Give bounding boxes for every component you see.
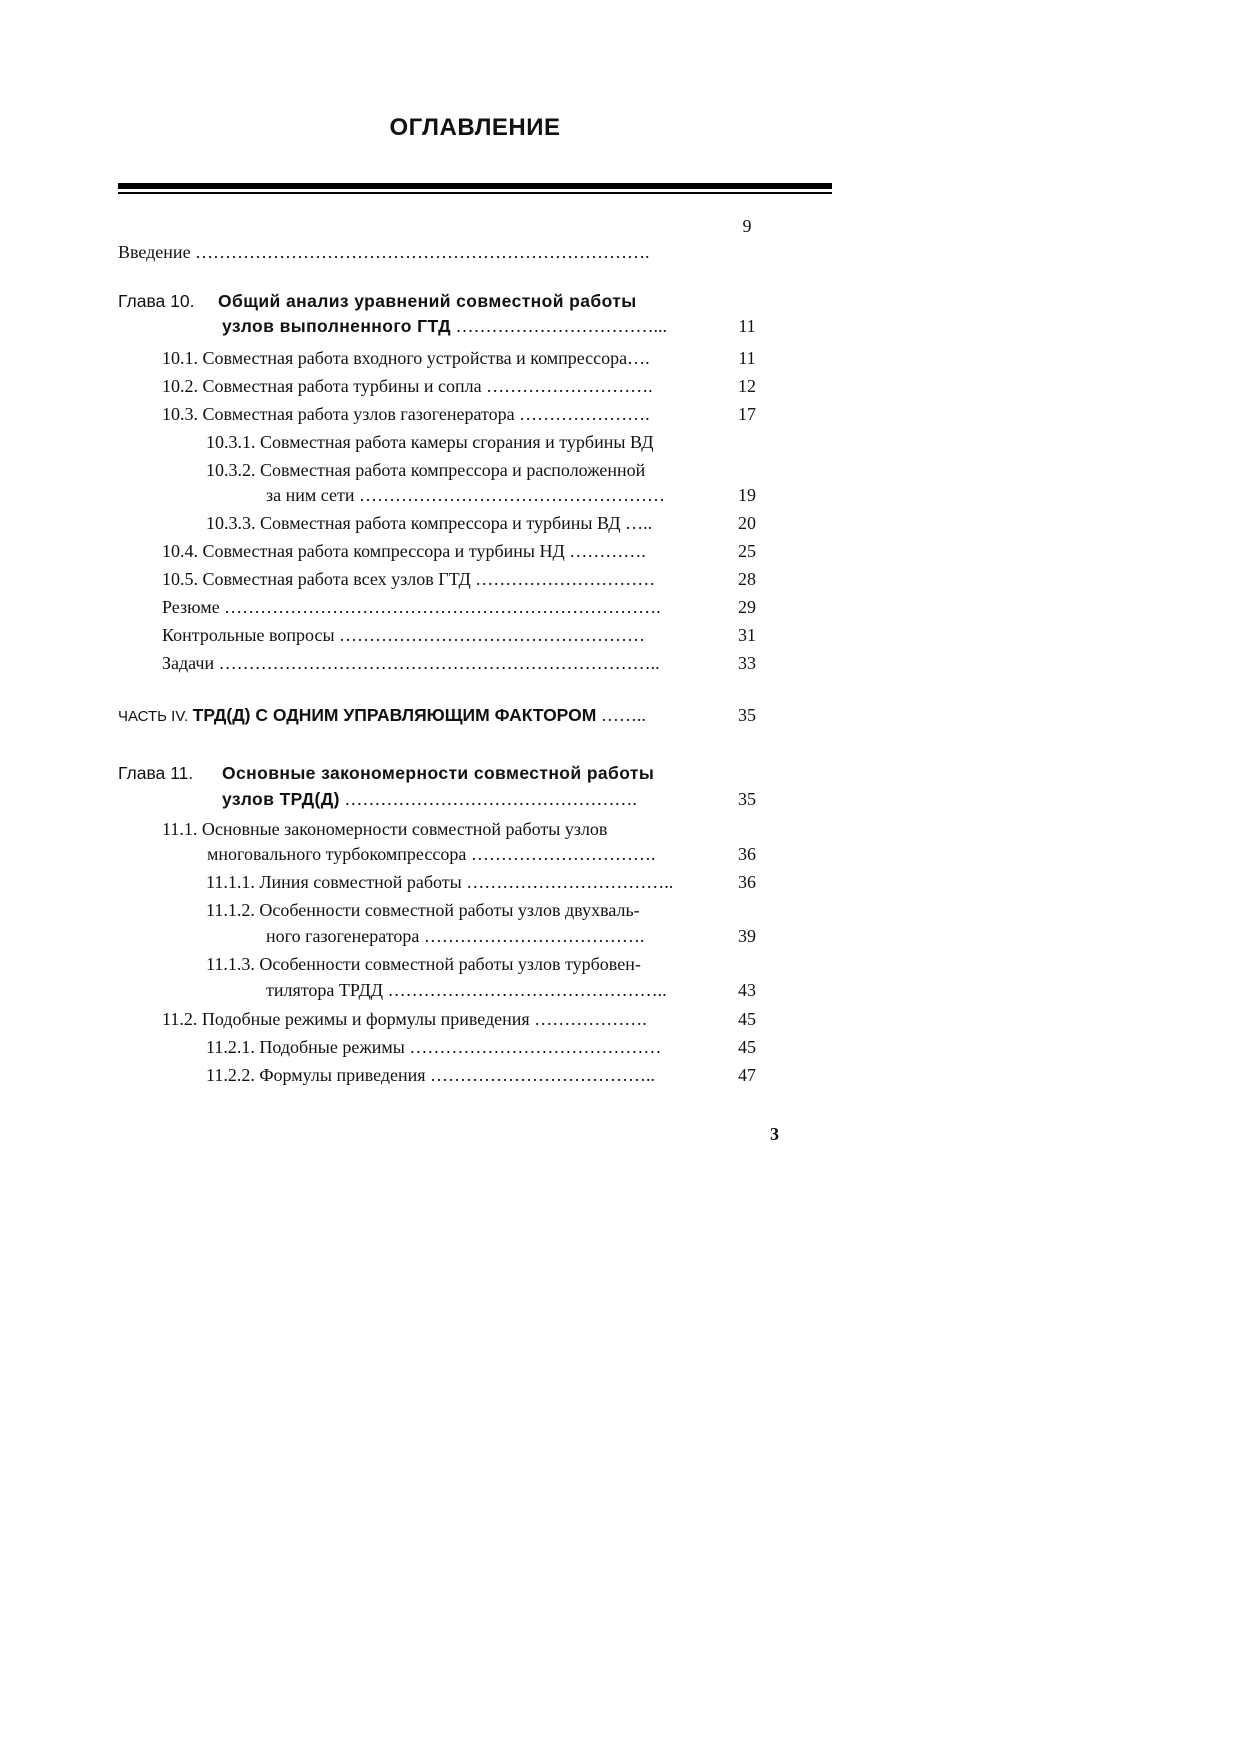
chapter-heading: Основные закономерности совместной работы	[222, 763, 655, 783]
toc-page: 20	[738, 513, 756, 533]
toc-page: 39	[738, 926, 756, 946]
toc-label: 11.2.2. Формулы приведения ………………………………..	[206, 1065, 656, 1085]
toc-page: 47	[738, 1065, 756, 1085]
toc-page: 11	[738, 316, 756, 336]
toc-leader: ……………………………...	[451, 316, 667, 336]
title-rule-thin	[118, 192, 832, 194]
toc-page: 11	[738, 348, 756, 368]
chapter-heading: Общий анализ уравнений совместной работы	[218, 291, 637, 311]
page-number: 3	[770, 1124, 779, 1144]
toc-page: 35	[738, 789, 756, 809]
toc-label-cont: за ним сети ……………………………………………	[266, 485, 665, 505]
part-prefix: ЧАСТЬ IV.	[118, 708, 189, 725]
toc-label-cont: многовального турбокомпрессора ………………………….	[207, 844, 656, 864]
toc-label: Резюме ……………………………………………………………….	[162, 597, 661, 617]
toc-label: Введение ………………………………………………………………….	[118, 242, 650, 262]
toc-leader: ………………………………………….	[339, 789, 637, 809]
toc-label: 11.1.2. Особенности совместной работы узлов двухваль-	[206, 900, 640, 920]
toc-label-cont: ного газогенератора ……………………………….	[266, 926, 645, 946]
toc-page: 25	[738, 541, 756, 561]
toc-page: 36	[738, 844, 756, 864]
toc-label: 10.3.3. Совместная работа компрессора и турбины ВД …..	[206, 513, 653, 533]
chapter-heading-cont: узлов ТРД(Д)	[222, 789, 340, 809]
toc-label-cont: тилятора ТРДД ………………………………………..	[266, 980, 667, 1000]
toc-page: 17	[738, 404, 756, 424]
toc-label: 10.3.1. Совместная работа камеры сгорания и турбины ВД	[206, 432, 654, 452]
toc-label: 11.2.1. Подобные режимы ……………………………………	[206, 1037, 662, 1057]
toc-page: 12	[738, 376, 756, 396]
toc-page: 31	[738, 625, 756, 645]
toc-label: 11.1.3. Особенности совместной работы узлов турбовен-	[206, 954, 641, 974]
chapter-prefix: Глава 11.	[118, 763, 194, 783]
toc-page: 36	[738, 872, 756, 892]
toc-page: 33	[738, 653, 756, 673]
toc-label: 11.1. Основные закономерности совместной работы узлов	[162, 819, 608, 839]
toc-page: 19	[738, 485, 756, 505]
toc-title: ОГЛАВЛЕНИЕ	[389, 114, 561, 141]
toc-label: 11.1.1. Линия совместной работы ……………………………..	[206, 872, 674, 892]
toc-page: 29	[738, 597, 756, 617]
toc-label: 10.4. Совместная работа компрессора и турбины НД ………….	[162, 541, 646, 561]
toc-label: 10.3. Совместная работа узлов газогенератора ………………….	[162, 404, 650, 424]
chapter-heading-cont: узлов выполненного ГТД	[222, 316, 451, 336]
toc-label: 10.2. Совместная работа турбины и сопла ……………………….	[162, 376, 653, 396]
toc-label: 10.1. Совместная работа входного устройства и компрессора….	[162, 348, 650, 368]
chapter-prefix: Глава 10.	[118, 291, 195, 311]
toc-label: 11.2. Подобные режимы и формулы приведения ……………….	[162, 1009, 647, 1029]
toc-label: Контрольные вопросы ……………………………………………	[162, 625, 646, 645]
toc-page-intro: 9	[742, 216, 752, 236]
toc-label: Задачи ………………………………………………………………..	[162, 653, 660, 673]
toc-page: 45	[738, 1037, 756, 1057]
toc-page: 35	[738, 705, 756, 725]
toc-label: 10.5. Совместная работа всех узлов ГТД …………………………	[162, 569, 656, 589]
part-heading: ТРД(Д) С ОДНИМ УПРАВЛЯЮЩИМ ФАКТОРОМ	[192, 705, 597, 725]
title-rule-thick	[118, 183, 832, 189]
toc-leader: ……..	[596, 705, 646, 725]
toc-page: 43	[738, 980, 756, 1000]
toc-page: 28	[738, 569, 756, 589]
toc-page: 45	[738, 1009, 756, 1029]
toc-label: 10.3.2. Совместная работа компрессора и расположенной	[206, 460, 646, 480]
